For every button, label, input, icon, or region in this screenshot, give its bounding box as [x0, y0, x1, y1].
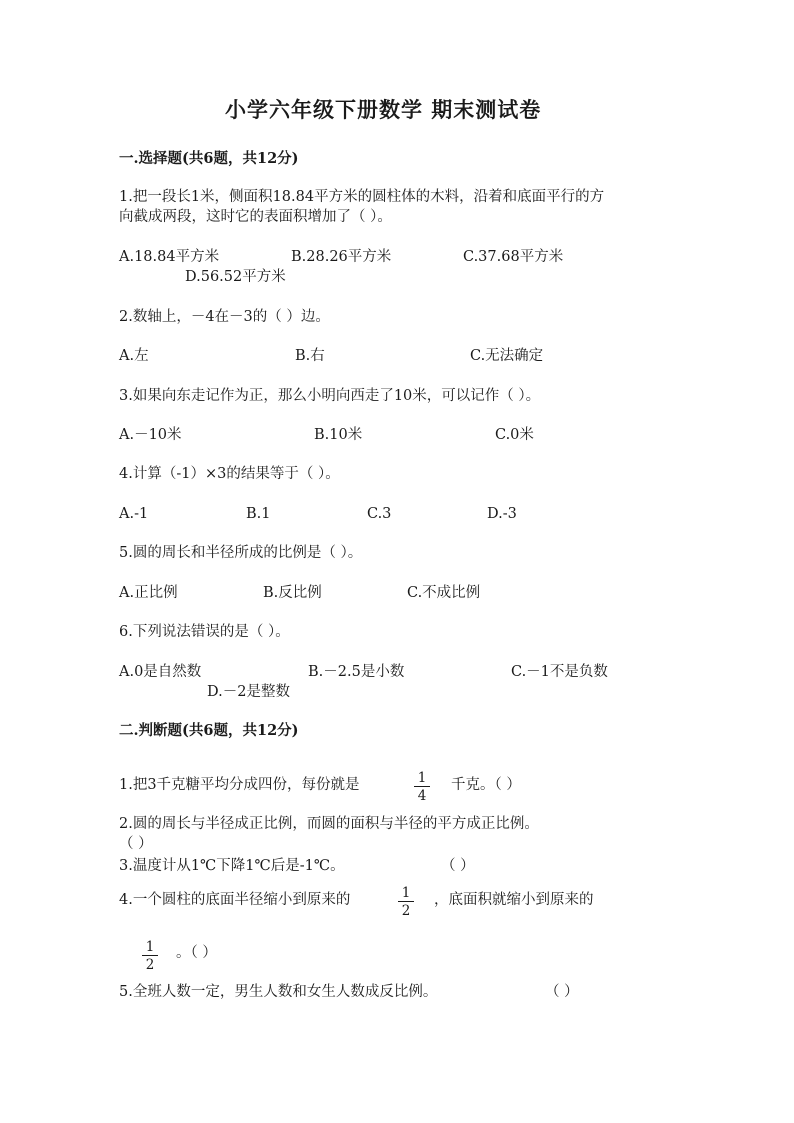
fraction-bar — [414, 786, 430, 787]
q1-option-c: C.37.68平方米 — [463, 249, 564, 265]
q4-option-c: C.3 — [367, 506, 392, 522]
tf5-text: 5.全班人数一定，男生人数和女生人数成反比例。 — [119, 984, 438, 1000]
q1-option-a: A.18.84平方米 — [119, 249, 220, 265]
q5-text: 5.圆的周长和半径所成的比例是（ ）。 — [119, 545, 363, 561]
q5-option-a: A.正比例 — [119, 585, 178, 601]
q6-option-b: B.－2.5是小数 — [308, 664, 405, 680]
tf4-fraction-2 — [142, 940, 158, 972]
q6-option-c: C.－1不是负数 — [511, 664, 608, 680]
tf4-fraction-1-denominator: 2 — [401, 903, 411, 919]
tf2-paren: （ ） — [119, 836, 153, 852]
page-title: 小学六年级下册数学 期末测试卷 — [225, 97, 542, 122]
q4-option-b: B.1 — [246, 506, 271, 522]
tf4-fraction-1-numerator: 1 — [401, 885, 411, 901]
tf4-fraction-2-denominator: 2 — [145, 957, 155, 973]
tf2-text-line1: 2.圆的周长与半径成正比例，而圆的面积与半径的平方成正比例。 — [119, 816, 539, 832]
q5-option-b: B.反比例 — [263, 585, 322, 601]
q4-option-d: D.-3 — [487, 506, 517, 522]
tf1-fraction-numerator: 1 — [417, 770, 427, 786]
q1-text-line1: 1.把一段长1米，侧面积18.84平方米的圆柱体的木料，沿着和底面平行的方 — [119, 189, 605, 205]
q1-option-b: B.28.26平方米 — [291, 249, 392, 265]
q6-option-d: D.－2是整数 — [207, 684, 290, 700]
fraction-bar — [398, 901, 414, 902]
q6-text: 6.下列说法错误的是（ ）。 — [119, 624, 290, 640]
fraction-bar — [142, 955, 158, 956]
q2-option-c: C.无法确定 — [470, 348, 544, 364]
q2-text: 2.数轴上，－4在－3的（ ）边。 — [119, 309, 330, 325]
q6-option-a: A.0是自然数 — [119, 664, 202, 680]
q3-option-b: B.10米 — [314, 427, 363, 443]
q3-text: 3.如果向东走记作为正，那么小明向西走了10米，可以记作（ ）。 — [119, 388, 541, 404]
tf5-paren: （ ） — [545, 984, 579, 1000]
tf3-paren: （ ） — [441, 858, 475, 874]
tf4-fraction-2-numerator: 1 — [145, 939, 155, 955]
tf1-text: 1.把3千克糖平均分成四份，每份就是 — [119, 777, 360, 793]
tf4-text-middle: ，底面积就缩小到原来的 — [434, 892, 594, 908]
section-2-heading: 二.判断题(共6题，共12分) — [119, 722, 299, 739]
q4-option-a: A.-1 — [119, 506, 149, 522]
tf4-text: 4.一个圆柱的底面半径缩小到原来的 — [119, 892, 351, 908]
q3-option-c: C.0米 — [495, 427, 534, 443]
tf1-fraction — [414, 771, 430, 803]
tf1-text-after: 千克。（ ） — [451, 777, 521, 793]
tf4-text-after: 。（ ） — [176, 945, 217, 961]
tf4-fraction-1 — [398, 886, 414, 918]
tf3-text: 3.温度计从1℃下降1℃后是-1℃。 — [119, 858, 345, 874]
q2-option-a: A.左 — [119, 348, 149, 364]
q1-text-line2: 向截成两段，这时它的表面积增加了（ ）。 — [119, 209, 392, 225]
section-1-heading: 一.选择题(共6题，共12分) — [119, 150, 299, 167]
q3-option-a: A.－10米 — [119, 427, 182, 443]
q4-text: 4.计算（-1）×3的结果等于（ ）。 — [119, 466, 340, 482]
q1-option-d: D.56.52平方米 — [185, 269, 286, 285]
q2-option-b: B.右 — [295, 348, 325, 364]
tf1-fraction-denominator: 4 — [417, 788, 427, 804]
q5-option-c: C.不成比例 — [407, 585, 481, 601]
